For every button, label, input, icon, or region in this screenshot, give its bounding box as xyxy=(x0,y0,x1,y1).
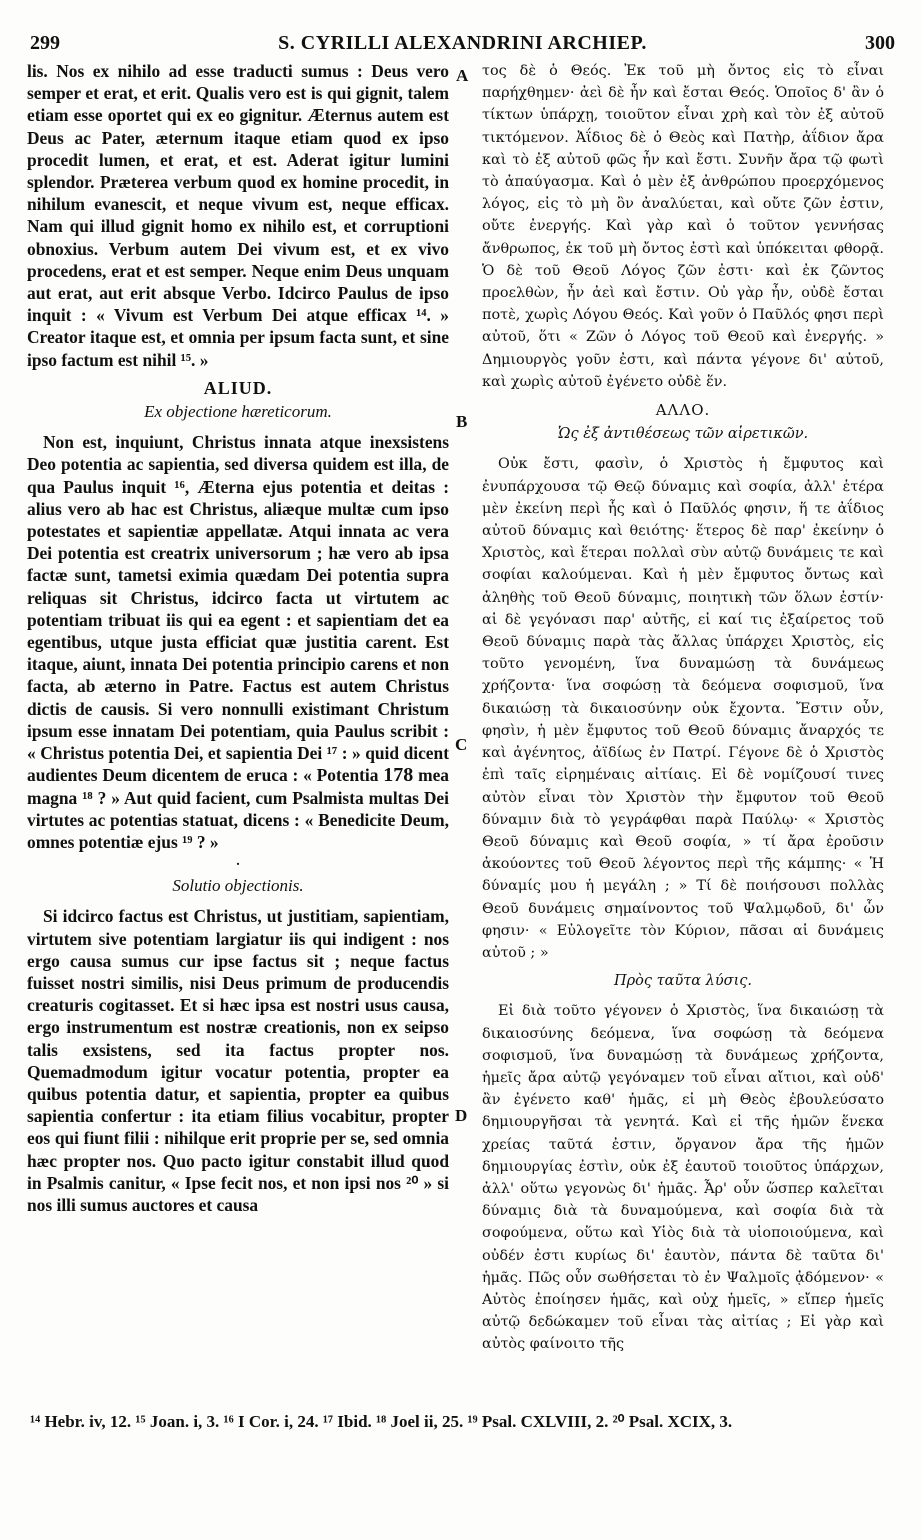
latin-section-heading: ALIUD. xyxy=(203,377,273,398)
greek-solutio-heading: Πρὸς ταῦτα λύσις. xyxy=(614,973,752,990)
inline-page-number: 178 xyxy=(383,764,414,787)
greek-paragraph-3: Εἰ διὰ τοῦτο γέγονεν ὁ Χριστὸς, ἵνα δικαιώσῃ τὰ δικαιοσύνης δεόμενα, ἵνα σοφώσῃ τὰ δεόμενα σοφισμοῦ, ἵνα δυναμώσῃ τὰ δυνάμεως χρήζοντα, ἡμεῖς ἄρα αὐτῷ γεγόναμεν τοῦ εἶναι αἴτιοι, καὶ οὐδ' ἂν ἐγένετο καθ' ἡμᾶς, εἰ μὴ Θεὸς ἐβουλεύσατο δημιουργῆσαι τὰ γενητά. Καὶ εἰ τῆς ἡμῶν ἕνεκα χρείας ταῦτά ἐστιν, ὄργανον ἄρα τῆς ἡμῶν δημιουργίας ἐστὶν, οὐκ ἐξ ἑαυτοῦ τοιοῦτος ὑπάρχων, ἀλλ' οὕτω γεγονὼς δι' ἡμᾶς. Ἆρ' οὖν ὥσπερ καλεῖται δύναμις διὰ τὰ δυναμούμενα, καὶ σοφία διὰ τὰ σοφούμενα, οὕτω καὶ Υἱὸς διὰ τὰ υἱοποιούμενα, καὶ οὐδέν ἐστι κυρίως δι' ἑαυτὸν, πάντα δὲ ταῦτα δι' ἡμᾶς. Πῶς οὖν σωθήσεται τὸ ἐν Ψαλμοῖς ᾀδόμενον· « Αὐτὸς ἐποίησεν ἡμᾶς, καὶ οὐχ ἡμεῖς, » εἴπερ ἡμεῖς αὐτῷ δεδώκαμεν τοῦ εἶναι τὰς αἰτίας ; Εἰ γὰρ καὶ αὐτὸς φαίνοιτο τῆς xyxy=(482,1003,884,1353)
running-header xyxy=(30,32,895,60)
greek-column xyxy=(482,60,884,1356)
footnotes: ¹⁴ Hebr. iv, 12. ¹⁵ Joan. i, 3. ¹⁶ I Cor. i, 24. ¹⁷ Ibid. ¹⁸ Joel ii, 25. ¹⁹ Psal. CXLVIII, 2. ²⁰ Psal. XCIX, 3. xyxy=(30,1412,733,1431)
separator-dot: . xyxy=(236,854,240,870)
running-title: S. CYRILLI ALEXANDRINI ARCHIEP. xyxy=(278,32,647,54)
margin-marker-c: C xyxy=(455,735,468,754)
greek-section-heading: ΑΛΛΟ. xyxy=(655,401,711,420)
margin-marker-a: A xyxy=(456,66,469,85)
latin-paragraph-2-text: Non est, inquiunt, Christus innata atque inexsistens Deo potentia ac sapientia, sed diversa quidem est illa, de qua Paulus inquit ¹⁶, Æterna ejus potentia et deitas : alius vero ab hac est Christus, aliæque multæ cum ipso potestates et sapientiæ appellatæ. Atqui innata ac vera Dei potentia est creatrix universorum ; hæ vero ab ipsa factæ sunt, tametsi eximia quædam Dei potentia supra reliquas sit Christus, idcirco facta ut virtutem ac potentiam tribuat iis qui ea egent : et sapientiam det ea egentibus, utque justa efficiat quæ justitia carent. Est itaque, aiunt, innata Dei potentia principio carens et non facta, ab æterno in Patre. Factus est autem Christus dictis de causis. Si vero nonnulli existimant Christum ipsum esse innatam Dei potentiam, quia Paulus scribit : « Christus potentia Dei, et sapientia Dei ¹⁷ : » quid dicent audientes Deum dicentem de eruca : « Potentia xyxy=(27,432,449,786)
latin-solutio-heading: Solutio objectionis. xyxy=(172,876,304,896)
greek-paragraph-2: Οὐκ ἔστι, φασὶν, ὁ Χριστὸς ἡ ἔμφυτος καὶ ἐνυπάρχουσα τῷ Θεῷ δύναμις καὶ σοφία, ἀλλ' ἑτέρα μὲν ἐκείνη περὶ ἧς καὶ ὁ Παῦλός φησιν, ἥ τε ἀΐδιος αὐτοῦ δύναμις καὶ θειότης· ἕτερος δὲ παρ' ἐκείνην ὁ Χριστὸς, καὶ ἕτεραι πολλαὶ σὺν αὐτῷ δυνάμεις τε καὶ σοφίαι καλούμεναι. Καὶ ἡ μὲν ἔμφυτος ὄντως καὶ ἀληθὴς τοῦ Θεοῦ δύναμις, ποιητικὴ τῶν ὅλων ἐστίν· αἱ δὲ γεγόνασι παρ' αὐτῆς, εἰ καί τις ἐξαίρετος τοῦ Θεοῦ δύναμις παρὰ τὰς ἄλλας ὑπάρχει Χριστὸς, εἰς τοῦτο γενομένη, ἵνα δυναμώσῃ τὰ δυνάμεως χρήζοντα· ἵνα σοφώσῃ τὰ δεόμενα σοφισμοῦ, ἵνα δικαιώσῃ τὰ δικαιοσύνην οὐκ ἔχοντα. Ἔστιν οὖν, φησὶν, ἡ μὲν ἔμφυτος τοῦ Θεοῦ δύναμις ἄναρχός τε καὶ ἀγένητος, ἀϊδίως ἐν Πατρί. Γέγονε δὲ ὁ Χριστὸς ἐπὶ ταῖς εἰρημέναις αἰτίαις. Εἰ δὲ νομίζουσί τινες αὐτὸν εἶναι τὸν Χριστὸν τὴν ἔμφυτον τοῦ Θεοῦ δύναμιν διὰ τὸ γεγράφθαι παρὰ Παύλῳ· « Χριστὸς Θεοῦ δύναμις καὶ Θεοῦ σοφία, » τί ἄρα ἐροῦσιν ἀκούοντες τοῦ Θεοῦ λέγοντος περὶ τῆς κάμπης· « Ἡ δύναμίς μου ἡ μεγάλη ; » Τί δὲ ποιήσουσι πολλὰς Θεοῦ δυνάμεις σημαίνοντος τοῦ Ψαλμῳδοῦ, δι' ὧν φησιν· « Εὐλογεῖτε τὸν Κύριον, πᾶσαι αἱ δυνάμεις αὐτοῦ ; » xyxy=(482,456,884,961)
greek-paragraph-1: τος δὲ ὁ Θεός. Ἐκ τοῦ μὴ ὄντος εἰς τὸ εἶναι παρήχθημεν· ἀεὶ δὲ ἦν καὶ ἔσται Θεός. Ὁποῖος δ' ἂν ὁ τίκτων ὑπάρχῃ, τοιοῦτον εἶναι χρὴ καὶ τὸν ἐξ αὐτοῦ τικτόμενον. Ἀΐδιος δὲ ὁ Θεὸς καὶ Πατὴρ, ἀΐδιον ἄρα καὶ τὸ ἐξ αὐτοῦ φῶς ἦν καὶ ἔστι. Συνῆν ἄρα τῷ φωτὶ τὸ ἀπαύγασμα. Καὶ ὁ μὲν ἐξ ἀνθρώπου προερχόμενος λόγος, εἰς τὸ μὴ ὂν ἀναλύεται, καὶ οὔτε ζῶν ἐστιν, οὔτε ἐνεργής. Καὶ γὰρ καὶ ὁ τοῦτον γεννήσας ἄνθρωπος, ἐκ τοῦ μὴ ὄντος ἐστὶ καὶ ὑπόκειται φθορᾷ. Ὁ δὲ τοῦ Θεοῦ Λόγος ζῶν ἐστι· καὶ ἐκ ζῶντος προελθὼν, ἦν ἀεὶ καὶ ἔστιν. Οὐ γὰρ ἦν, οὐδὲ ἔσται ποτὲ, χωρὶς Λόγου Θεός. Καὶ γοῦν ὁ Παῦλός φησι περὶ αὐτοῦ, ὅτι « Ζῶν ὁ Λόγος τοῦ Θεοῦ καὶ ἐνεργής. » Δημιουργὸς γοῦν ἐστι, καὶ πάντα γέγονε δι' αὐτοῦ, καὶ χωρὶς αὐτοῦ ἐγένετο οὐδὲ ἕν. xyxy=(482,63,884,390)
margin-marker-b: B xyxy=(456,412,468,431)
page-number-left: 299 xyxy=(30,32,60,54)
latin-column xyxy=(27,60,449,1216)
latin-paragraph-2-end: mea magna ¹⁸ ? » Aut quid facient, cum Psalmista multas Dei virtutes ac potentias statuat, dicens : « Benedicite Deum, omnes potentiæ ejus ¹⁹ ? » xyxy=(27,765,449,852)
latin-paragraph-3: Si idcirco factus est Christus, ut justitiam, sapientiam, virtutem sive potentiam largiatur iis qui indigent : nos ergo causa sumus cur ipse factus sit ; neque factus fuisset nostri similis, nisi Deus primum de producendis creaturis cogitasset. Et si hæc ipsa est nostri usus causa, ergo instrumentum est nostræ creationis, non ex seipso talis exsistens, sed ita factus propter nos. Quemadmodum igitur vocatur potentia, propter ea quibus potentia datur, et sapientia, propter ea quibus sapientia confertur : ita etiam filius vocabitur, propter eos qui fiunt filii : nihilque erit proprie per se, sed omnia hæc propter nos. Quo pacto igitur constabit illud quod in Psalmis canitur, « Ipse fecit nos, et non ipsi nos ²⁰ » si nos illi sumus auctores et causa xyxy=(27,906,449,1215)
latin-paragraph-2 xyxy=(27,431,449,853)
greek-section-subheading: Ὡς ἐξ ἀντιθέσεως τῶν αἱρετικῶν. xyxy=(557,426,809,443)
latin-paragraph-1: lis. Nos ex nihilo ad esse traducti sumus : Deus vero semper et erat, et erit. Qualis vero est is qui gignit, talem etiam esse oportet qui ex eo gignitur. Æternus autem est Deus ac Pater, æternum itaque etiam quod ex ipso procedit lumen, et erat, et est. Aderat igitur lumini splendor. Præterea verbum quod ex homine procedit, in nihilum evanescit, et neque vivum est, neque efficax. Nam qui illud gignit homo ex nihilo est, et corruptioni obnoxius. Verbum autem Dei vivum est, et ex vivo procedens, erat et est semper. Neque enim Deus unquam aut erat, aut erit absque Verbo. Idcirco Paulus de ipso inquit : « Vivum est Verbum Dei atque efficax ¹⁴. » Creator itaque est, et omnia per ipsum facta sunt, et sine ipso factum est nihil ¹⁵. » xyxy=(27,61,449,370)
page-number-right: 300 xyxy=(865,32,895,54)
latin-section-subheading: Ex objectione hæreticorum. xyxy=(144,402,332,422)
margin-marker-d: D xyxy=(455,1106,468,1125)
